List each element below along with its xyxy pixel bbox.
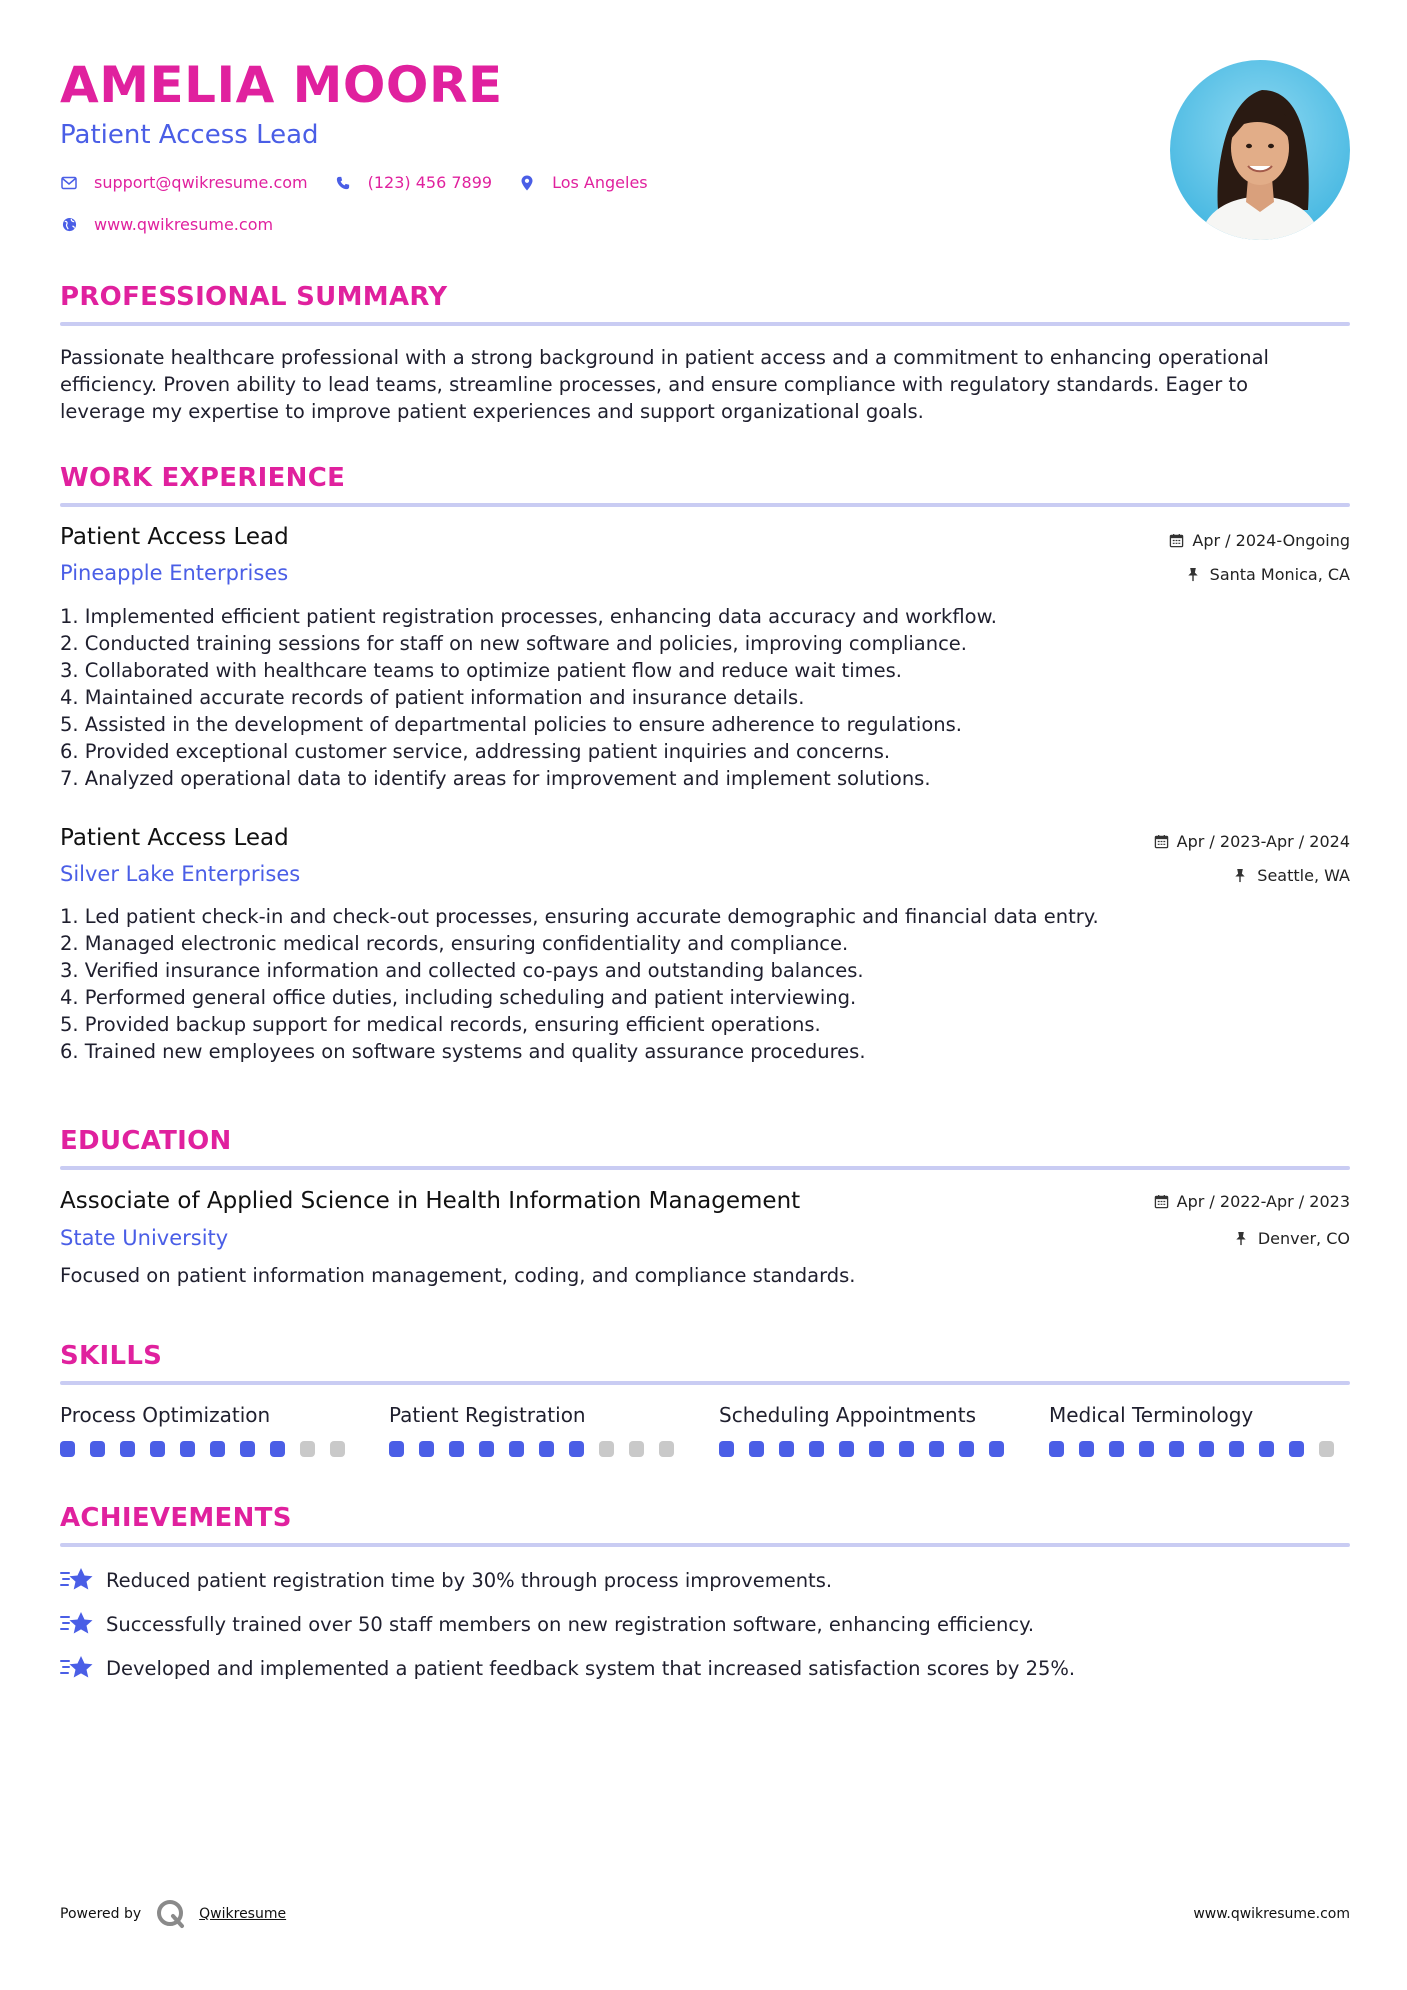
list-item: 6. Provided exceptional customer service, addressing patient inquiries and concerns. [60,740,891,763]
skill-process-optimization [60,1403,360,1457]
phone-icon [334,174,352,192]
job-1-dates: Apr / 2024-Ongoing [1169,531,1350,550]
skill-dot-filled [1229,1441,1244,1457]
globe-icon [60,216,78,234]
skill-dot-filled [479,1441,494,1457]
list-item: 5. Assisted in the development of departmental policies to ensure adherence to regulations. [60,713,962,736]
contact-phone[interactable] [334,173,492,192]
job-2-dates: Apr / 2023-Apr / 2024 [1154,832,1350,851]
skill-dot-filled [929,1441,944,1457]
experience-divider [60,503,1350,507]
summary-text: Passionate healthcare professional with a strong background in patient access and a commitment to enhancing operational efficiency. Proven ability to lead teams, streamline processes, and ensure compliance with regulatory standards. Eager to leverage my expertise to improve patient experiences and support organizational goals. [60,346,1269,423]
skill-patient-registration [389,1403,689,1457]
skill-scheduling-appointments [719,1403,1019,1457]
email-text: support@qwikresume.com [94,173,308,192]
contact-row-secondary [60,215,299,234]
footer-url[interactable]: www.qwikresume.com [1193,1906,1350,1922]
contact-email[interactable] [60,173,308,192]
achievement-item-2: Successfully trained over 50 staff members on new registration software, enhancing efficiency. [60,1610,1034,1638]
skill-dot-filled [210,1441,225,1457]
map-pin-icon [518,174,536,192]
list-item: 1. Implemented efficient patient registration processes, enhancing data accuracy and workflow. [60,605,997,628]
calendar-icon [1169,533,1185,549]
skill-name: Medical Terminology [1049,1403,1254,1427]
calendar-icon [1154,834,1170,850]
skill-dot-filled [539,1441,554,1457]
skills-divider [60,1381,1350,1385]
skill-dot-filled [120,1441,135,1457]
education-degree: Associate of Applied Science in Health Information Management [60,1188,801,1214]
skill-dot-filled [989,1441,1004,1457]
skill-dot-filled [90,1441,105,1457]
resume-page [60,0,1350,1990]
list-item: 3. Verified insurance information and collected co-pays and outstanding balances. [60,959,864,982]
skill-dot-filled [1259,1441,1274,1457]
contact-location [518,173,648,192]
skill-dot-empty [659,1441,674,1457]
experience-heading: WORK EXPERIENCE [60,463,346,493]
skill-dot-filled [1049,1441,1064,1457]
skill-name: Process Optimization [60,1403,271,1427]
skill-dot-filled [509,1441,524,1457]
candidate-role: Patient Access Lead [60,120,319,150]
contact-website[interactable] [60,215,273,234]
achievements-heading: ACHIEVEMENTS [60,1503,292,1533]
skill-dot-filled [60,1441,75,1457]
star-icon [60,1654,94,1682]
list-item: 7. Analyzed operational data to identify areas for improvement and implement solutions. [60,767,931,790]
skill-dot-filled [1139,1441,1154,1457]
job-1-title: Patient Access Lead [60,524,289,550]
skill-level-dots [60,1441,360,1457]
skills-heading: SKILLS [60,1341,163,1371]
footer-powered-by: Powered by Qwikresume [60,1898,286,1930]
phone-text: (123) 456 7899 [367,173,493,192]
skill-dot-filled [270,1441,285,1457]
contact-row-primary [60,173,674,192]
skill-dot-filled [1079,1441,1094,1457]
list-item: 3. Collaborated with healthcare teams to optimize patient flow and reduce wait times. [60,659,902,682]
skill-dot-filled [899,1441,914,1457]
education-school: State University [60,1226,229,1250]
website-text: www.qwikresume.com [94,215,274,234]
skill-dot-empty [300,1441,315,1457]
pushpin-icon [1234,868,1250,884]
achievement-item-1: Reduced patient registration time by 30% through process improvements. [60,1566,832,1594]
list-item: 1. Led patient check-in and check-out processes, ensuring accurate demographic and financial data entry. [60,905,1099,928]
list-item: 5. Provided backup support for medical records, ensuring efficient operations. [60,1013,821,1036]
skill-level-dots [719,1441,1019,1457]
job-1-bullets [60,603,997,792]
skill-dot-empty [629,1441,644,1457]
skill-dot-filled [1109,1441,1124,1457]
list-item: 4. Maintained accurate records of patient information and insurance details. [60,686,805,709]
qwikresume-link[interactable]: Qwikresume [199,1906,287,1922]
skill-dot-empty [330,1441,345,1457]
summary-heading: PROFESSIONAL SUMMARY [60,282,448,312]
achievements-divider [60,1543,1350,1547]
skill-dot-empty [1319,1441,1334,1457]
skill-dot-filled [240,1441,255,1457]
skill-dot-filled [749,1441,764,1457]
list-item: 6. Trained new employees on software systems and quality assurance procedures. [60,1040,866,1063]
envelope-icon [60,174,78,192]
job-2-title: Patient Access Lead [60,825,289,851]
star-icon [60,1566,94,1594]
skill-dot-filled [959,1441,974,1457]
star-icon [60,1610,94,1638]
calendar-icon [1154,1194,1170,1210]
skill-dot-filled [809,1441,824,1457]
skill-dot-filled [839,1441,854,1457]
job-2-location: Seattle, WA [1234,866,1350,885]
skill-name: Patient Registration [389,1403,586,1427]
skill-dot-filled [150,1441,165,1457]
education-heading: EDUCATION [60,1126,232,1156]
skill-dot-filled [449,1441,464,1457]
list-item: 2. Conducted training sessions for staff on new software and policies, improving compliance. [60,632,968,655]
summary-divider [60,322,1350,326]
skill-dot-filled [1289,1441,1304,1457]
education-description: Focused on patient information management, coding, and compliance standards. [60,1264,856,1287]
job-2-company: Silver Lake Enterprises [60,862,301,886]
skill-dot-filled [719,1441,734,1457]
list-item: 4. Performed general office duties, including scheduling and patient interviewing. [60,986,857,1009]
skill-dot-filled [389,1441,404,1457]
skill-dot-filled [1199,1441,1214,1457]
skill-name: Scheduling Appointments [719,1403,976,1427]
candidate-name: AMELIA MOORE [60,56,503,114]
skill-dot-filled [779,1441,794,1457]
skill-dot-filled [569,1441,584,1457]
achievement-item-3: Developed and implemented a patient feedback system that increased satisfaction scores by 25%. [60,1654,1075,1682]
education-divider [60,1166,1350,1170]
profile-photo [1170,60,1350,240]
job-1-company: Pineapple Enterprises [60,561,289,585]
qwikresume-logo-icon [155,1898,187,1930]
skill-dot-filled [1169,1441,1184,1457]
location-text: Los Angeles [552,173,648,192]
skill-dot-empty [599,1441,614,1457]
education-dates: Apr / 2022-Apr / 2023 [1154,1192,1350,1211]
skill-level-dots [389,1441,689,1457]
job-2-bullets [60,903,1099,1065]
pushpin-icon [1235,1231,1251,1247]
skill-level-dots [1049,1441,1349,1457]
job-1-location: Santa Monica, CA [1187,565,1350,584]
skill-dot-filled [869,1441,884,1457]
skill-dot-filled [419,1441,434,1457]
skill-dot-filled [180,1441,195,1457]
pushpin-icon [1187,567,1203,583]
skill-medical-terminology [1049,1403,1349,1457]
list-item: 2. Managed electronic medical records, ensuring confidentiality and compliance. [60,932,849,955]
education-location: Denver, CO [1235,1229,1350,1248]
